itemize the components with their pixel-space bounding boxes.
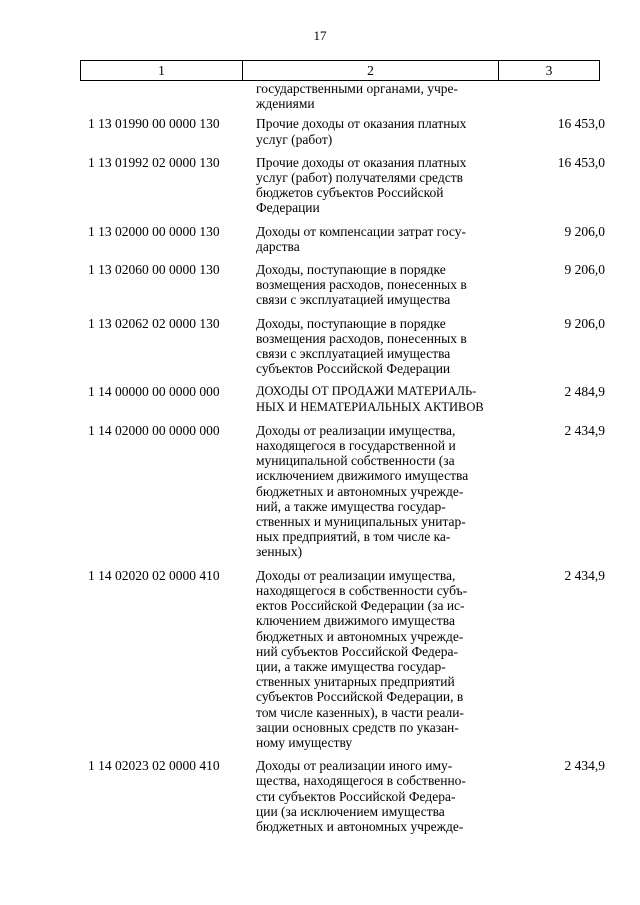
row-amount: 9 206,0 [564,262,605,278]
table-row [0,155,640,216]
table-row [0,262,640,308]
row-code: 1 13 01990 00 0000 130 [88,116,220,132]
row-description: Доходы от реализации имущества, находящегося в государственной и муниципальной собственности (за исключением движимого имущества бюджетных и автономных учрежде- ний, а также имущества государ- ственных и муниципальных унитар- ных предприятий, в том числе ка- зенных) [256,422,469,560]
row-code: 1 14 00000 00 0000 000 [88,384,220,400]
table-row [0,384,640,414]
row-amount: 2 434,9 [564,567,605,583]
row-code [0,81,250,111]
row-amount [502,81,605,111]
row-amount: 2 434,9 [564,758,605,774]
row-description: Доходы от компенсации затрат госу- дарства [256,223,466,254]
table-row [0,568,640,750]
column-header-1: 1 [81,61,243,80]
row-code: 1 13 02000 00 0000 130 [88,223,220,239]
column-header-2: 2 [243,61,499,80]
row-code: 1 13 02062 02 0000 130 [88,315,220,331]
row-description: Доходы от реализации имущества, находящегося в собственности субъ- ектов Российской Федерации (за ис- ключением движимого имущества бюджетных и автономных учрежде- ний субъектов Российской Федера- ции, а также имущества государ- ственных унитарных предприятий субъектов Российской Федерации, в том числе казенных), в части реали- зации основных средств по указан- ному имуществу [256,567,468,750]
table-header [80,60,600,81]
row-description: Доходы, поступающие в порядке возмещения расходов, понесенных в связи с эксплуатацией имущества [256,262,467,308]
row-code: 1 14 02023 02 0000 410 [88,758,220,774]
table-body [0,81,640,842]
row-code: 1 14 02020 02 0000 410 [88,567,220,583]
page-number: 17 [313,28,327,43]
table-row [0,116,640,146]
row-amount: 2 434,9 [564,422,605,438]
row-description: Прочие доходы от оказания платных услуг (работ) получателями средств бюджетов субъектов Российской Федерации [256,154,467,216]
table-row [0,81,640,111]
row-description: Доходы, поступающие в порядке возмещения расходов, понесенных в связи с эксплуатацией имущества субъектов Российской Федерации [256,315,467,377]
table-row [0,224,640,254]
row-description: государственными органами, учре- ждениями [256,81,458,112]
row-description: Доходы от реализации иного иму- щества, находящегося в собственно- сти субъектов Российской Федера- ции (за исключением имущества бюджетных и автономных учрежде- [256,758,466,834]
table-row [0,316,640,377]
row-code: 1 14 02000 00 0000 000 [88,422,220,438]
row-code: 1 13 01992 02 0000 130 [88,154,220,170]
row-amount: 16 453,0 [557,154,605,170]
row-amount: 9 206,0 [564,223,605,239]
row-code: 1 13 02060 00 0000 130 [88,262,220,278]
row-amount: 16 453,0 [557,116,605,132]
row-amount: 2 484,9 [564,384,605,400]
table-row [0,423,640,560]
table-row [0,758,640,834]
row-description: ДОХОДЫ ОТ ПРОДАЖИ МАТЕРИАЛЬ- НЫХ И НЕМАТЕРИАЛЬНЫХ АКТИВОВ [256,384,484,414]
row-description: Прочие доходы от оказания платных услуг (работ) [256,116,467,147]
row-amount: 9 206,0 [564,315,605,331]
column-header-3: 3 [545,62,553,78]
